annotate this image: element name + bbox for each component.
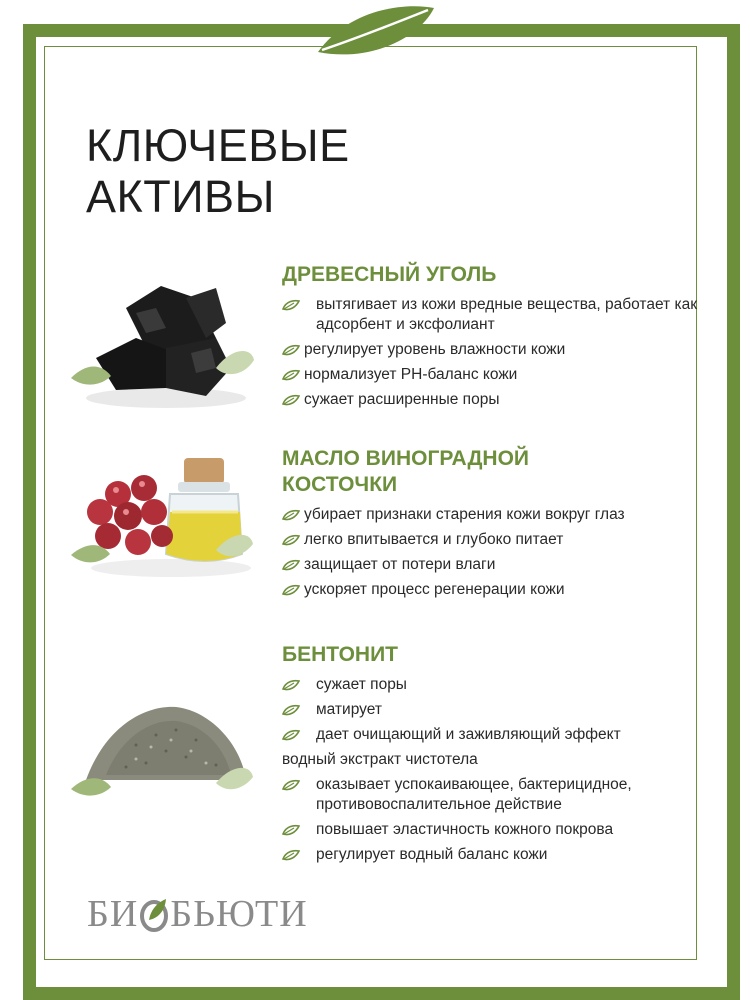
section-title bbox=[282, 642, 702, 668]
list-item-text: оказывает успокаивающее, бактерицидное, противовоспалительное действие bbox=[316, 776, 632, 813]
list-item bbox=[282, 775, 702, 815]
section-title-line: МАСЛО ВИНОГРАДНОЙ bbox=[282, 447, 530, 470]
list-item-text: защищает от потери влаги bbox=[304, 556, 496, 573]
list-item-text: повышает эластичность кожного покрова bbox=[316, 821, 614, 838]
list-item bbox=[282, 700, 702, 720]
list-item-text: убирает признаки старения кожи вокруг глаз bbox=[304, 506, 625, 523]
leaf-bullet-icon bbox=[282, 394, 300, 406]
leaf-bullet-icon bbox=[282, 704, 300, 716]
list-item bbox=[282, 295, 702, 335]
section-charcoal bbox=[282, 262, 702, 415]
list-item bbox=[282, 555, 702, 575]
leaf-bullet-icon bbox=[282, 729, 300, 741]
leaf-bullet-icon bbox=[282, 509, 300, 521]
title-line-2: АКТИВЫ bbox=[86, 171, 275, 222]
leaf-bullet-icon bbox=[282, 559, 300, 571]
grapeseed-oil-image bbox=[66, 450, 256, 590]
benefit-list bbox=[282, 295, 702, 410]
list-item bbox=[282, 725, 702, 745]
list-item bbox=[282, 530, 702, 550]
list-item-text: нормализует РН-баланс кожи bbox=[304, 366, 518, 383]
list-item-text: регулирует уровень влажности кожи bbox=[304, 341, 566, 358]
title-line-1: КЛЮЧЕВЫЕ bbox=[86, 120, 350, 171]
leaf-bullet-icon bbox=[282, 779, 300, 791]
list-item-text: ускоряет процесс регенерации кожи bbox=[304, 581, 565, 598]
leaf-bullet-icon bbox=[282, 849, 300, 861]
section-title-line: КОСТОЧКИ bbox=[282, 473, 398, 496]
leaf-bullet-icon bbox=[282, 344, 300, 356]
list-item-text: легко впитывается и глубоко питает bbox=[304, 531, 564, 548]
list-item-text: матирует bbox=[316, 701, 382, 718]
leaf-bullet-icon bbox=[282, 679, 300, 691]
brand-logo bbox=[87, 892, 308, 936]
section-bentonite bbox=[282, 642, 702, 870]
section-grapeseed-oil bbox=[282, 446, 702, 605]
benefit-list bbox=[282, 775, 702, 865]
list-item bbox=[282, 390, 702, 410]
list-item-text: регулирует водный баланс кожи bbox=[316, 846, 548, 863]
logo-text-part: БЬЮТИ bbox=[170, 893, 308, 935]
list-item bbox=[282, 365, 702, 385]
charcoal-image bbox=[66, 268, 256, 418]
list-item bbox=[282, 505, 702, 525]
leaf-bullet-icon bbox=[282, 534, 300, 546]
benefit-list bbox=[282, 675, 702, 745]
list-item-text: вытягивает из кожи вредные вещества, работает как адсорбент и эксфолиант bbox=[316, 296, 697, 333]
section-title-line: ДРЕВЕСНЫЙ УГОЛЬ bbox=[282, 263, 497, 286]
logo-text-part: БИ bbox=[87, 893, 139, 935]
list-item bbox=[282, 675, 702, 695]
section-title bbox=[282, 262, 702, 288]
leaf-bullet-icon bbox=[282, 584, 300, 596]
leaf-icon bbox=[308, 0, 440, 60]
list-item bbox=[282, 580, 702, 600]
list-item-text: дает очищающий и заживляющий эффект bbox=[316, 726, 621, 743]
leaf-bullet-icon bbox=[282, 299, 300, 311]
page-title bbox=[86, 120, 350, 222]
section-title bbox=[282, 446, 702, 498]
list-item bbox=[282, 845, 702, 865]
benefit-list bbox=[282, 505, 702, 600]
leaf-bullet-icon bbox=[282, 824, 300, 836]
list-item bbox=[282, 820, 702, 840]
list-item bbox=[282, 340, 702, 360]
logo-leaf-o-icon bbox=[139, 896, 169, 932]
plain-text-line: водный экстракт чистотела bbox=[282, 751, 478, 768]
list-item-text: сужает расширенные поры bbox=[304, 391, 500, 408]
list-item-text: сужает поры bbox=[316, 676, 407, 693]
bentonite-image bbox=[66, 685, 256, 805]
leaf-bullet-icon bbox=[282, 369, 300, 381]
section-title-line: БЕНТОНИТ bbox=[282, 643, 398, 666]
